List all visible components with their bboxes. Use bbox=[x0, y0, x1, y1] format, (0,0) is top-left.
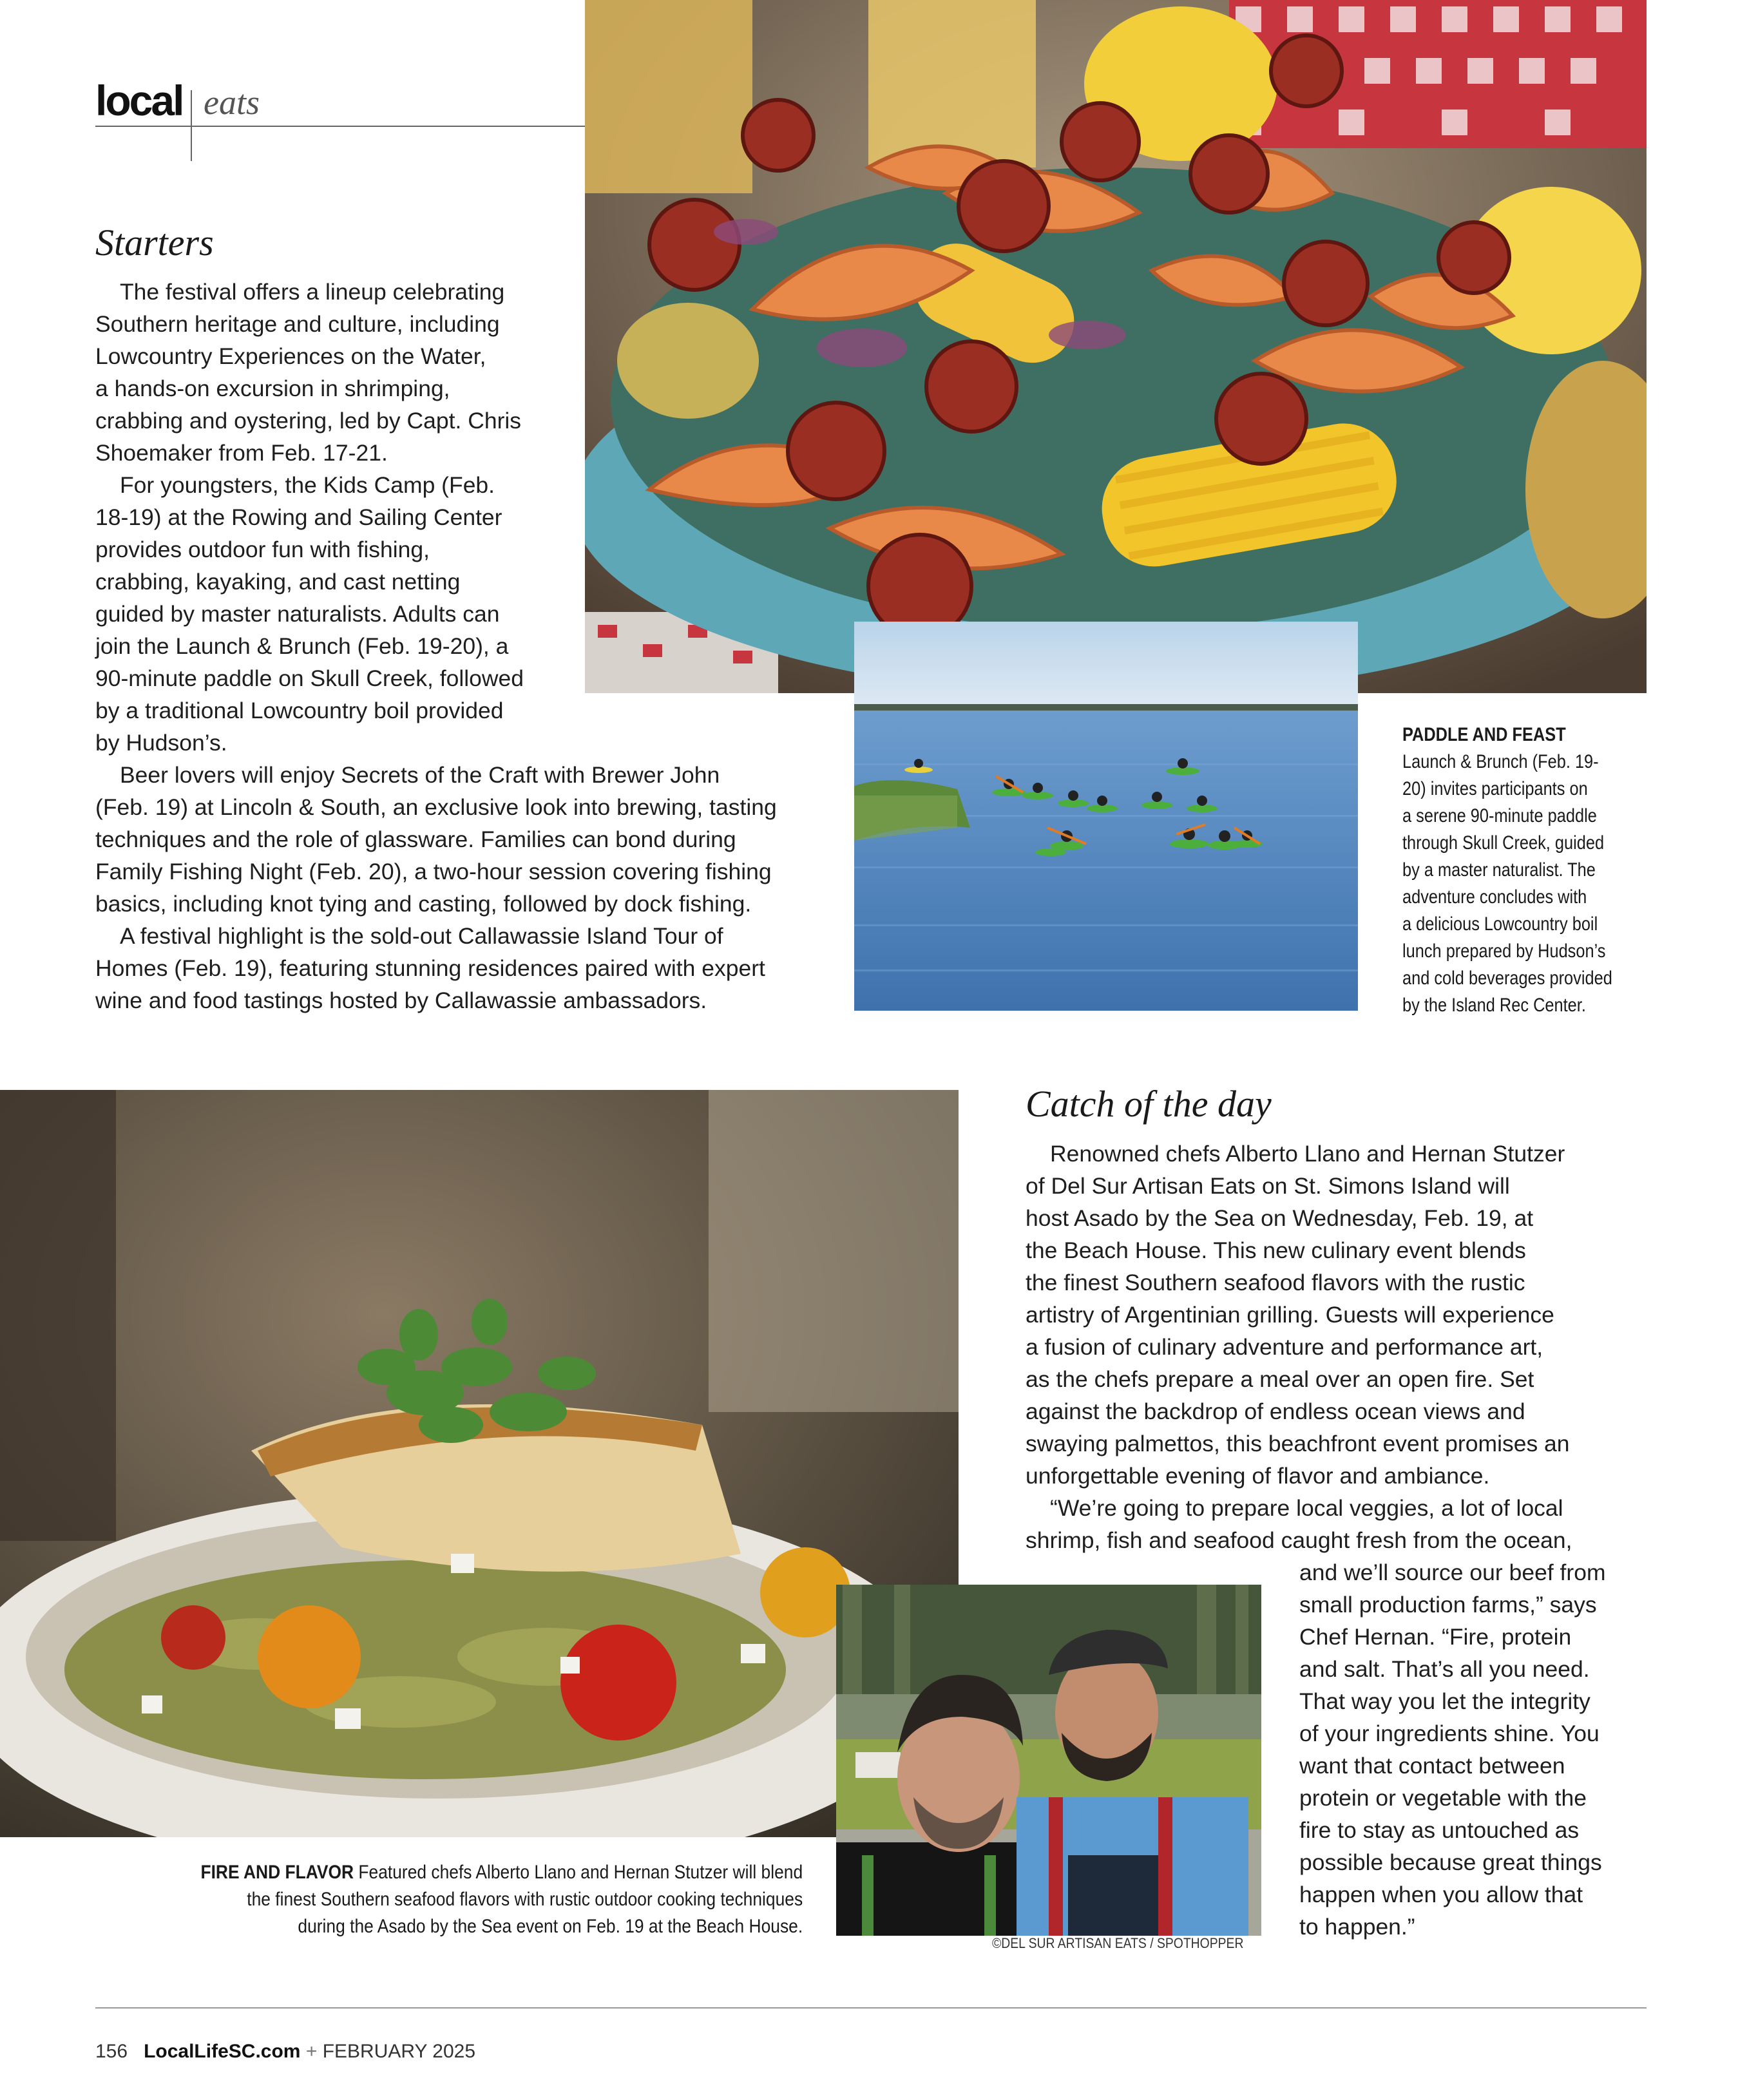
caption-line: during the Asado by the Sea event on Feb. 19 at the Beach House. bbox=[298, 1916, 803, 1937]
starters-heading: Starters bbox=[95, 222, 214, 263]
text-line: crabbing and oystering, led by Capt. Chris bbox=[95, 408, 522, 434]
text-line: (Feb. 19) at Lincoln & South, an exclusive look into brewing, tasting bbox=[95, 794, 777, 820]
text-line: The festival offers a lineup celebrating bbox=[120, 279, 505, 305]
text-line: guided by master naturalists. Adults can bbox=[95, 601, 500, 627]
text-line: techniques and the role of glassware. Families can bond during bbox=[95, 826, 736, 852]
catch-body bbox=[1026, 1138, 1572, 1556]
text-line: Shoemaker from Feb. 17-21. bbox=[95, 440, 388, 466]
photo-credit: ©DEL SUR ARTISAN EATS / SPOTHOPPER bbox=[992, 1935, 1244, 1951]
text-line: basics, including knot tying and casting, followed by dock fishing. bbox=[95, 891, 752, 917]
text-line: For youngsters, the Kids Camp (Feb. bbox=[120, 472, 495, 498]
text-line: Lowcountry Experiences on the Water, bbox=[95, 343, 486, 369]
fire-caption bbox=[200, 1859, 803, 1940]
caption-line: and cold beverages provided bbox=[1402, 968, 1612, 989]
text-line: a hands-on excursion in shrimping, bbox=[95, 376, 450, 401]
text-line: the finest Southern seafood flavors with the rustic bbox=[1026, 1270, 1525, 1295]
footer-separator: + bbox=[305, 2041, 318, 2062]
text-line: 90-minute paddle on Skull Creek, followed bbox=[95, 665, 524, 691]
text-line: by Hudson’s. bbox=[95, 730, 227, 756]
text-line: A festival highlight is the sold-out Callawassie Island Tour of bbox=[120, 923, 723, 949]
text-line: possible because great things bbox=[1299, 1849, 1602, 1875]
text-line: and we’ll source our beef from bbox=[1299, 1560, 1606, 1585]
header-rule bbox=[95, 126, 585, 127]
caption-line: Launch & Brunch (Feb. 19- bbox=[1402, 751, 1599, 772]
text-line: Beer lovers will enjoy Secrets of the Craft with Brewer John bbox=[120, 762, 720, 788]
text-line: swaying palmettos, this beachfront event promises an bbox=[1026, 1431, 1570, 1456]
text-line: a fusion of culinary adventure and performance art, bbox=[1026, 1334, 1543, 1360]
footer-rule bbox=[95, 2007, 1647, 2009]
text-line: Homes (Feb. 19), featuring stunning residences paired with expert bbox=[95, 955, 765, 981]
text-line: join the Launch & Brunch (Feb. 19-20), a bbox=[95, 633, 509, 659]
text-line: as the chefs prepare a meal over an open fire. Set bbox=[1026, 1366, 1534, 1392]
text-line: Family Fishing Night (Feb. 20), a two-hour session covering fishing bbox=[95, 859, 772, 884]
text-line: want that contact between bbox=[1299, 1753, 1565, 1779]
issue-date: FEBRUARY 2025 bbox=[322, 2041, 476, 2062]
text-line: Southern heritage and culture, including bbox=[95, 311, 500, 337]
starters-body bbox=[95, 276, 777, 1017]
fish-plate-photo bbox=[0, 1090, 959, 1837]
text-line: Renowned chefs Alberto Llano and Hernan Stutzer bbox=[1050, 1141, 1565, 1167]
kayak-photo bbox=[854, 622, 1358, 1011]
text-line: protein or vegetable with the bbox=[1299, 1785, 1587, 1811]
caption-line: 20) invites participants on bbox=[1402, 778, 1588, 799]
subsection-label: eats bbox=[204, 83, 260, 122]
caption-line: through Skull Creek, guided bbox=[1402, 832, 1605, 854]
text-line: artistry of Argentinian grilling. Guests will experience bbox=[1026, 1302, 1554, 1328]
text-line: to happen.” bbox=[1299, 1914, 1415, 1940]
text-line: happen when you allow that bbox=[1299, 1882, 1583, 1907]
text-line: the Beach House. This new culinary event blends bbox=[1026, 1237, 1526, 1263]
text-line: provides outdoor fun with fishing, bbox=[95, 537, 430, 562]
text-line: against the backdrop of endless ocean views and bbox=[1026, 1398, 1525, 1424]
caption-line: adventure concludes with bbox=[1402, 886, 1587, 908]
section-label: local bbox=[95, 77, 183, 124]
footer bbox=[95, 2041, 475, 2063]
caption-line: lunch prepared by Hudson’s bbox=[1402, 940, 1606, 962]
catch-heading: Catch of the day bbox=[1026, 1083, 1272, 1125]
chefs-photo bbox=[836, 1585, 1261, 1936]
caption-line: Featured chefs Alberto Llano and Hernan Stutzer will blend bbox=[358, 1862, 803, 1883]
site-link[interactable]: LocalLifeSC.com bbox=[144, 2041, 301, 2062]
page-number: 156 bbox=[95, 2041, 128, 2062]
text-line: “We’re going to prepare local veggies, a lot of local bbox=[1050, 1495, 1563, 1521]
fire-caption-title: FIRE AND FLAVOR bbox=[200, 1862, 354, 1883]
text-line: crabbing, kayaking, and cast netting bbox=[95, 569, 461, 595]
text-line: small production farms,” says bbox=[1299, 1592, 1597, 1618]
text-line: fire to stay as untouched as bbox=[1299, 1817, 1580, 1843]
text-line: unforgettable evening of flavor and ambiance. bbox=[1026, 1463, 1490, 1489]
paddle-caption-title: PADDLE AND FEAST bbox=[1402, 724, 1566, 745]
text-line: host Asado by the Sea on Wednesday, Feb. 19, at bbox=[1026, 1205, 1534, 1231]
text-line: That way you let the integrity bbox=[1299, 1688, 1590, 1714]
caption-line: by the Island Rec Center. bbox=[1402, 995, 1586, 1016]
text-line: of your ingredients shine. You bbox=[1299, 1721, 1600, 1746]
text-line: 18-19) at the Rowing and Sailing Center bbox=[95, 504, 502, 530]
text-line: Chef Hernan. “Fire, protein bbox=[1299, 1624, 1572, 1650]
text-line: of Del Sur Artisan Eats on St. Simons Island will bbox=[1026, 1173, 1510, 1199]
caption-line: a serene 90-minute paddle bbox=[1402, 805, 1597, 826]
text-line: by a traditional Lowcountry boil provided bbox=[95, 698, 504, 723]
text-line: and salt. That’s all you need. bbox=[1299, 1656, 1590, 1682]
catch-body-narrow bbox=[1299, 1556, 1606, 1943]
text-line: wine and food tastings hosted by Callawassie ambassadors. bbox=[95, 988, 707, 1013]
caption-line: by a master naturalist. The bbox=[1402, 859, 1596, 881]
caption-line: the finest Southern seafood flavors with rustic outdoor cooking techniques bbox=[247, 1889, 803, 1910]
header-divider bbox=[191, 90, 192, 161]
caption-line: a delicious Lowcountry boil bbox=[1402, 913, 1598, 935]
paddle-caption bbox=[1402, 721, 1674, 1019]
text-line: shrimp, fish and seafood caught fresh from the ocean, bbox=[1026, 1527, 1572, 1553]
